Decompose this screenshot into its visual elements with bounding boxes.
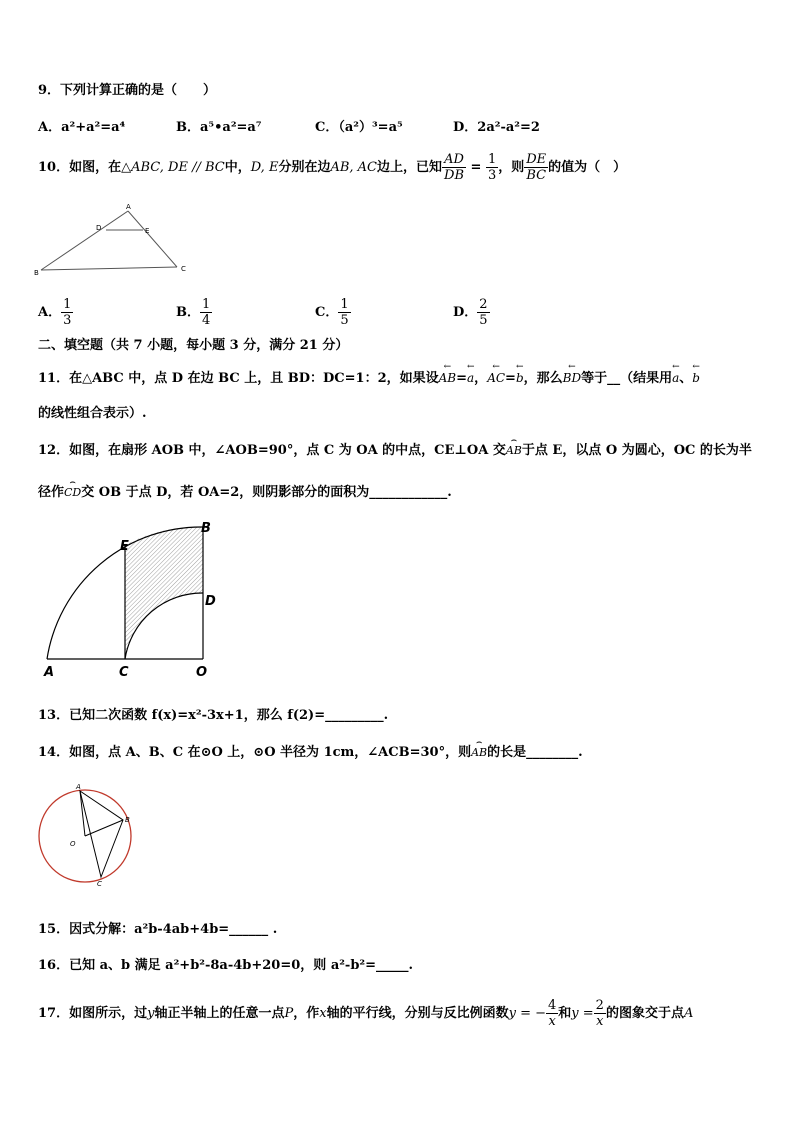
label-E: E <box>120 539 129 554</box>
q11-stem: 11．在△ABC 中，点 D 在边 BC 上，且 BD：DC=1：2，如果设← AB=← a，← AC=← b，那么← BD等于__（结果用← a、← b <box>38 369 700 388</box>
q17-stem: 17．如图所示，过y轴正半轴上的任意一点P，作x轴的平行线，分别与反比例函数y = − $\frac{4}{x}$ 和y = $\frac{2}{x}$ 的图象交于点A <box>38 998 694 1029</box>
q10-option-d: D． $\frac{2}{5}$ <box>453 297 488 328</box>
label-C: C <box>181 265 186 273</box>
q10-option-a: A． $\frac{1}{3}$ <box>38 297 72 328</box>
q15-stem: 15．因式分解：a²b-4ab+4b=______ . <box>38 922 278 937</box>
label-B: B <box>201 521 211 536</box>
q14-stem: 14．如图，点 A、B、C 在⊙O 上，⊙O 半径为 1cm，∠ACB=30°，则⌢ AB的长是________. <box>38 744 583 762</box>
label-B: B <box>34 269 39 277</box>
label-A: A <box>44 665 55 680</box>
q10-triangle-figure <box>30 200 200 280</box>
asked-ratio: $\frac{DE}{BC}$ <box>526 152 547 183</box>
q9-option-d: D．2a²-a²=2 <box>453 120 540 135</box>
label-A: A <box>126 203 131 211</box>
q12-stem-cont: 径作⌢ CD交 OB 于点 D，若 OA=2，则阴影部分的面积为____________. <box>38 484 452 502</box>
q10-option-b: B． $\frac{1}{4}$ <box>176 297 211 328</box>
q9-option-a: A．a²+a²=a⁴ <box>38 120 126 135</box>
q9-option-c: C．（a²）³=a⁵ <box>315 120 403 135</box>
q16-stem: 16．已知 a、b 满足 a²+b²-8a-4b+20=0，则 a²-b²=_____. <box>38 958 414 973</box>
label-D: D <box>96 224 102 232</box>
q13-stem: 13．已知二次函数 f(x)=x²-3x+1，那么 f(2)=_________. <box>38 708 389 723</box>
label-D: D <box>205 594 216 609</box>
q12-stem: 12．如图，在扇形 AOB 中，∠AOB=90°，点 C 为 OA 的中点，CE⊥OA 交⌢ AB于点 E，以点 O 为圆心，OC 的长为半 <box>38 442 752 460</box>
label-B: B <box>125 816 130 824</box>
label-C: C <box>119 665 129 680</box>
q12-sector-figure <box>36 518 226 683</box>
q10-option-c: C． $\frac{1}{5}$ <box>315 297 349 328</box>
label-C: C <box>97 880 102 888</box>
label-E: E <box>145 227 150 235</box>
given-ratio: $\frac{AD}{DB}$ <box>444 152 464 183</box>
q11-stem-cont: 的线性组合表示）. <box>38 406 147 421</box>
q9-stem: 9．下列计算正确的是（ ） <box>38 83 217 98</box>
label-A: A <box>76 783 81 791</box>
q14-circle-figure <box>34 780 138 892</box>
section-heading: 二、填空题（共 7 小题，每小题 3 分，满分 21 分） <box>38 338 349 353</box>
label-O: O <box>196 665 208 680</box>
label-O: O <box>70 840 76 848</box>
q9-option-b: B．a⁵•a²=a⁷ <box>176 120 262 135</box>
q10-stem: 10．如图，在△ABC, DE // BC中，D, E分别在边AB, AC边上，已知 $\frac{AD}{DB}$ = $\frac{1}{3}$ ，则 $\frac{DE}{BC}$ 的值为（ ） <box>38 152 627 183</box>
